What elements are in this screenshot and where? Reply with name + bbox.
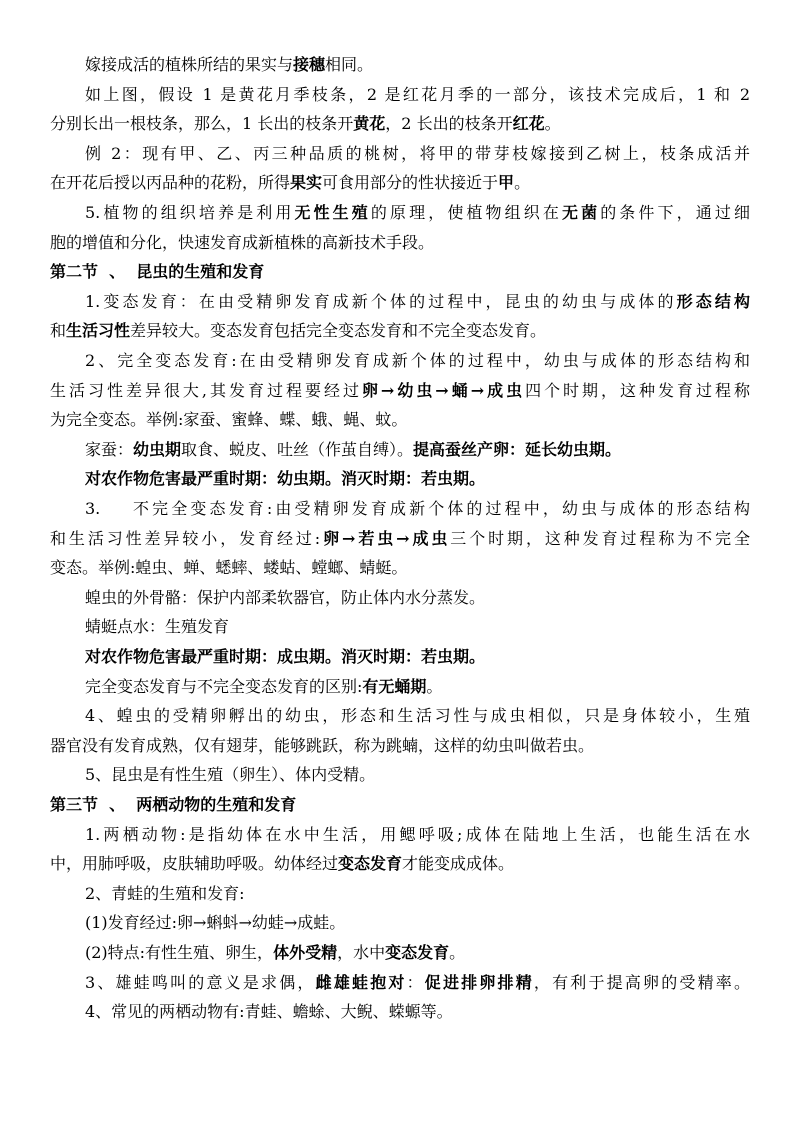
text-run: 才能变成成体。 bbox=[402, 854, 515, 874]
text-line bbox=[0, 80, 794, 110]
bold-text: 第二节 、 昆虫的生殖和发育 bbox=[50, 262, 265, 282]
text-line bbox=[0, 287, 794, 317]
text-line bbox=[0, 790, 794, 820]
text-run: 三个时期，这种发育过程称为不完全 bbox=[450, 528, 750, 548]
text-run: 4、蝗虫的受精卵孵出的幼虫，形态和生活习性与成虫相似，只是身体较小，生殖 bbox=[85, 706, 750, 726]
text-run: 。 bbox=[544, 114, 561, 134]
text-line bbox=[0, 701, 794, 731]
text-run: 。 bbox=[426, 676, 443, 696]
text-run: 变态。举例:蝗虫、蝉、蟋蟀、蝼蛄、螳螂、蜻蜓。 bbox=[50, 558, 408, 578]
text-run: 1.两栖动物:是指幼体在水中生活，用鳃呼吸;成体在陆地上生活，也能生活在水 bbox=[85, 824, 750, 844]
text-line bbox=[0, 612, 794, 642]
text-run: 蝗虫的外骨骼：保护内部柔软器官，防止体内水分蒸发。 bbox=[85, 587, 486, 607]
bold-text: 有无蛹期 bbox=[362, 676, 427, 696]
text-run: 可食用部分的性状接近于 bbox=[322, 173, 499, 193]
text-run: 嫁接成活的植株所结的果实与 bbox=[85, 55, 294, 74]
text-run: 四个时期，这种发育过程称 bbox=[525, 380, 750, 400]
text-line bbox=[0, 968, 794, 998]
text-run: ，水中 bbox=[337, 943, 386, 962]
text-line bbox=[0, 908, 794, 938]
text-line bbox=[0, 672, 794, 702]
text-line bbox=[0, 820, 794, 850]
text-line bbox=[0, 849, 794, 879]
bold-text: 果实 bbox=[290, 173, 323, 193]
text-run: 和生活习性差异较小，发育经过: bbox=[50, 528, 321, 548]
bold-text: 无性生殖 bbox=[294, 203, 371, 222]
text-run: 4、常见的两栖动物有:青蛙、蟾蜍、大鲵、蝾螈等。 bbox=[85, 1002, 453, 1022]
bold-text: 体外受精 bbox=[273, 943, 338, 962]
text-line bbox=[0, 376, 794, 406]
text-run: 例 2：现有甲、乙、丙三种品质的桃树，将甲的带芽枝嫁接到乙树上，枝条成活并 bbox=[85, 143, 750, 163]
text-run: 和 bbox=[50, 321, 67, 341]
text-line bbox=[0, 139, 794, 169]
text-run: 1.变态发育：在由受精卵发育成新个体的过程中，昆虫的幼虫与成体的 bbox=[85, 291, 677, 311]
bold-text: 对农作物危害最严重时期：幼虫期。消灭时期：若虫期。 bbox=[85, 469, 486, 489]
bold-text: 生活习性 bbox=[66, 321, 131, 341]
text-run: 家蚕： bbox=[85, 439, 134, 459]
text-run: 差异较大。变态发育包括完全变态发育和不完全变态发育。 bbox=[130, 321, 547, 341]
bold-text: 甲 bbox=[498, 173, 515, 193]
bold-text: 变态发育 bbox=[338, 854, 403, 874]
text-run: 2、完全变态发育:在由受精卵发育成新个体的过程中，幼虫与成体的形态结构和 bbox=[85, 351, 750, 370]
text-run: 生活习性差异很大,其发育过程要经过 bbox=[50, 380, 362, 400]
text-line bbox=[0, 435, 794, 465]
text-line bbox=[0, 524, 794, 554]
bold-text: 卵→若虫→成虫 bbox=[320, 528, 451, 548]
text-run: 胞的增值和分化，快速发育成新植株的高新技术手段。 bbox=[50, 232, 435, 252]
bold-text: 形态结构 bbox=[676, 291, 750, 311]
text-line bbox=[0, 938, 794, 968]
text-line bbox=[0, 879, 794, 909]
text-run: 如上图，假设 1 是黄花月季枝条，2 是红花月季的一部分，该技术完成后，1 和 2 bbox=[85, 84, 750, 104]
text-run: ，2 长出的枝条开 bbox=[385, 114, 513, 134]
text-line bbox=[0, 405, 794, 435]
text-line bbox=[0, 642, 794, 672]
bold-text: 接穗 bbox=[293, 55, 326, 74]
bold-text: 幼虫期 bbox=[133, 439, 182, 459]
text-line bbox=[0, 198, 794, 228]
text-line bbox=[0, 464, 794, 494]
text-run: 器官没有发育成熟，仅有翅芽，能够跳跃，称为跳蝻，这样的幼虫叫做若虫。 bbox=[50, 735, 595, 755]
bold-text: 对农作物危害最严重时期：成虫期。消灭时期：若虫期。 bbox=[85, 647, 486, 666]
text-line bbox=[0, 109, 794, 139]
bold-text: 第三节 、 两栖动物的生殖和发育 bbox=[50, 795, 297, 814]
text-run: 。 bbox=[449, 943, 466, 962]
text-line bbox=[0, 257, 794, 287]
text-run: 相同。 bbox=[325, 55, 374, 74]
text-run: 蜻蜓点水：生殖发育 bbox=[85, 617, 230, 637]
text-line bbox=[0, 228, 794, 258]
text-run: 5.植物的组织培养是利用 bbox=[85, 203, 295, 222]
text-run: 的条件下，通过细 bbox=[600, 203, 750, 222]
text-run: ，有利于提高卵的受精率。 bbox=[533, 972, 750, 992]
text-line bbox=[0, 731, 794, 761]
text-run: 完全变态发育与不完全变态发育的区别: bbox=[85, 676, 363, 696]
bold-text: 卵→幼虫→蛹→成虫 bbox=[361, 380, 526, 400]
text-line bbox=[0, 50, 794, 80]
text-run: 的原理，使植物组织在 bbox=[370, 203, 562, 222]
bold-text: 促进排卵排精 bbox=[424, 972, 534, 992]
text-line bbox=[0, 494, 794, 524]
text-line bbox=[0, 760, 794, 790]
bold-text: 无菌 bbox=[561, 203, 601, 222]
text-run: 取食、蜕皮、吐丝（作茧自缚）。 bbox=[181, 439, 414, 459]
text-line bbox=[0, 316, 794, 346]
bold-text: 提高蚕丝产卵：延长幼虫期。 bbox=[413, 439, 622, 459]
text-run: 3、雄蛙鸣叫的意义是求偶， bbox=[85, 972, 316, 992]
text-run: 2、青蛙的生殖和发育: bbox=[85, 883, 245, 903]
text-line bbox=[0, 997, 794, 1027]
text-run: (2)特点:有性生殖、卵生， bbox=[85, 943, 274, 962]
text-line bbox=[0, 553, 794, 583]
bold-text: 红花 bbox=[512, 114, 545, 134]
text-run: 5、昆虫是有性生殖（卵生）、体内受精。 bbox=[85, 765, 376, 785]
text-run: (1)发育经过:卵→蝌蚪→幼蛙→成蛙。 bbox=[85, 913, 346, 933]
text-run: 中，用肺呼吸，皮肤辅助呼吸。幼体经过 bbox=[50, 854, 339, 874]
bold-text: 黄花 bbox=[353, 114, 386, 134]
text-run: 3. 不完全变态发育:由受精卵发育成新个体的过程中，幼虫与成体的形态结构 bbox=[85, 499, 750, 518]
bold-text: 雌雄蛙抱对 bbox=[315, 972, 407, 992]
bold-text: 变态发育 bbox=[385, 943, 450, 962]
text-run: 在开花后授以丙品种的花粉，所得 bbox=[50, 173, 291, 193]
text-run: 。 bbox=[514, 173, 531, 193]
text-run: ： bbox=[406, 972, 425, 992]
text-run: 为完全变态。举例:家蚕、蜜蜂、蝶、蛾、蝇、蚊。 bbox=[50, 410, 408, 430]
text-line bbox=[0, 168, 794, 198]
text-run: 分别长出一根枝条，那么，1 长出的枝条开 bbox=[50, 114, 354, 134]
text-line bbox=[0, 583, 794, 613]
text-line bbox=[0, 346, 794, 376]
